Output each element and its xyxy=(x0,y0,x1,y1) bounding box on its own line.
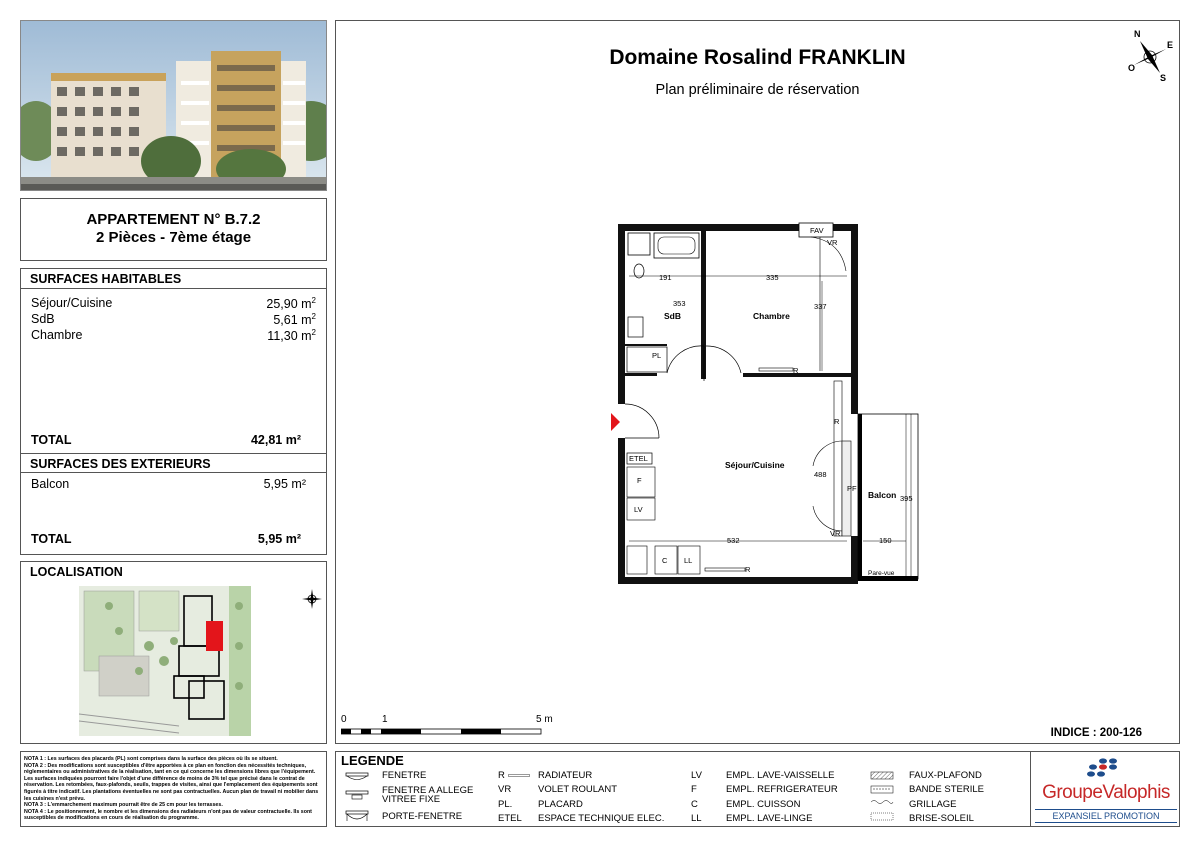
legend-item: PLACARD xyxy=(538,799,583,810)
indice-label: INDICE : 200-126 xyxy=(1050,727,1142,739)
svg-text:395: 395 xyxy=(900,494,913,503)
habitable-total xyxy=(31,433,301,447)
localisation-title: LOCALISATION xyxy=(30,565,123,579)
scale-one: 1 xyxy=(382,714,388,725)
svg-text:F: F xyxy=(637,476,642,485)
surface-value: 11,30 $m^2$ xyxy=(267,328,316,344)
radiator-symbol xyxy=(508,774,530,777)
svg-text:PF: PF xyxy=(847,484,857,493)
compass-small-icon xyxy=(301,588,323,610)
legend-item: EMPL. LAVE-LINGE xyxy=(726,813,813,824)
svg-text:R: R xyxy=(793,366,799,375)
brand-logo xyxy=(1030,752,1180,827)
localisation-panel xyxy=(20,561,327,744)
building-photo xyxy=(20,20,327,191)
legend-item: EMPL. REFRIGERATEUR xyxy=(726,784,838,795)
svg-text:Chambre: Chambre xyxy=(753,311,790,321)
surface-row xyxy=(31,296,316,311)
plan-title: Domaine Rosalind FRANKLIN xyxy=(609,46,906,69)
svg-text:PL: PL xyxy=(652,351,662,360)
legend-item: PORTE-FENETRE xyxy=(382,811,463,822)
site-plan-map xyxy=(79,586,279,741)
svg-text:FAV: FAV xyxy=(810,226,824,235)
svg-text:E: E xyxy=(1167,40,1174,50)
legend-item: ESPACE TECHNIQUE ELEC. xyxy=(538,813,665,824)
svg-text:353: 353 xyxy=(673,299,686,308)
svg-text:532: 532 xyxy=(727,536,740,545)
legend-code: VR xyxy=(498,784,512,795)
note: NOTA 4 : Le positionnement, le nombre et les dimensions des radiateurs n'ont pas de valeur contractuelle. Ils sont susceptibles de modifications en cours de réalisation du programme. xyxy=(24,808,312,822)
surface-value: 5,95 m² xyxy=(263,477,306,491)
legend-panel xyxy=(335,751,1180,827)
legend-item: FAUX-PLAFOND xyxy=(909,770,982,781)
svg-text:150: 150 xyxy=(879,536,892,545)
note: NOTA 1 : Les surfaces des placards (PL) sont comprises dans la surface des pièces où ils se situent. xyxy=(24,756,278,762)
scale-five: 5 m xyxy=(536,714,553,725)
note: NOTA 3 : L'emmarchement maximum pourrait être de 25 cm pour les terrasses. xyxy=(24,802,223,809)
surface-row xyxy=(31,328,316,343)
legend-item: FENETRE A ALLEGE VITREE FIXE xyxy=(382,785,474,805)
apartment-highlight xyxy=(206,621,223,651)
legend-item: RADIATEUR xyxy=(538,770,593,781)
surface-label: Chambre xyxy=(31,328,83,342)
surface-value: 25,90 $m^2$ xyxy=(266,296,316,312)
apartment-subtitle: 2 Pièces - 7ème étage xyxy=(95,229,252,246)
svg-text:N: N xyxy=(1134,29,1141,39)
legend-item: VOLET ROULANT xyxy=(538,784,618,795)
svg-text:191: 191 xyxy=(659,273,672,282)
exterior-total xyxy=(31,532,301,546)
svg-text:Balcon: Balcon xyxy=(868,490,897,500)
scale-bar xyxy=(341,727,546,737)
legend-code: PL. xyxy=(498,799,513,810)
svg-text:R: R xyxy=(834,417,840,426)
total-label: TOTAL xyxy=(31,532,72,546)
legend-code: F xyxy=(691,784,697,795)
legend-item: GRILLAGE xyxy=(909,799,957,810)
svg-text:VR: VR xyxy=(830,529,841,538)
legend-code: ETEL xyxy=(498,813,522,824)
apartment-title: APPARTEMENT N° B.7.2 xyxy=(86,211,261,228)
svg-text:Pare-vue: Pare-vue xyxy=(868,570,895,577)
svg-text:R: R xyxy=(745,565,751,574)
surface-label: SdB xyxy=(31,312,55,326)
surface-label: Balcon xyxy=(31,477,70,491)
svg-text:LL: LL xyxy=(684,556,693,565)
legend-code: R xyxy=(498,770,505,781)
legend-window-symbols xyxy=(344,769,374,824)
floor-plan-drawing xyxy=(336,21,1181,745)
svg-text:O: O xyxy=(1128,63,1136,73)
total-value: 5,95 m² xyxy=(257,532,301,546)
svg-text:S: S xyxy=(1160,73,1167,82)
legend-title: LEGENDE xyxy=(341,753,404,768)
floor-plan-panel xyxy=(335,20,1180,744)
surface-label: Séjour/Cuisine xyxy=(31,296,113,310)
surfaces-habitables-title: SURFACES HABITABLES xyxy=(21,269,326,289)
surface-value: 5,61 $m^2$ xyxy=(273,312,316,328)
surfaces-panel xyxy=(20,268,327,555)
svg-text:337: 337 xyxy=(814,302,827,311)
total-label: TOTAL xyxy=(31,433,72,447)
total-value: 42,81 m² xyxy=(250,433,301,447)
legend-item: EMPL. LAVE-VAISSELLE xyxy=(726,770,835,781)
svg-text:Séjour/Cuisine: Séjour/Cuisine xyxy=(725,460,785,470)
svg-text:488: 488 xyxy=(814,470,827,479)
legend-code: LL xyxy=(691,813,702,824)
svg-text:C: C xyxy=(662,556,668,565)
svg-text:335: 335 xyxy=(766,273,779,282)
legend-item: EMPL. CUISSON xyxy=(726,799,801,810)
note: NOTA 2 : Des modifications sont susceptibles d'être apportées à ce plan en fonction des nécessités techniques, réglementaires ou administratives de la réalisation, tant en ce qui concerne les dimensions libres que l'équipement. Les surfaces indiquées pourront faire l'objet d'une différence de moins de 3% tel que précisé dans le contrat de réservation. Les retombées, faux-plafonds, seuils, trappes de visites, ainsi que l'emplacement des équipements sont figurés à titre indicatif. Les plantations éventuelles ne sont pas contractuelles. Aucun plan de travail ni mobilier dans les cuisines n'est prévu. xyxy=(24,762,319,802)
legend-code: C xyxy=(691,799,698,810)
apartment-header xyxy=(20,198,327,261)
svg-text:VR: VR xyxy=(827,238,838,247)
logo-brand: GroupeValophis xyxy=(1042,782,1170,803)
svg-text:SdB: SdB xyxy=(664,311,681,321)
surface-row xyxy=(31,477,316,491)
svg-text:LV: LV xyxy=(634,505,643,514)
notes-panel xyxy=(20,751,327,827)
legend-hatch-symbols xyxy=(869,769,899,825)
surface-row xyxy=(31,312,316,327)
svg-text:ETEL: ETEL xyxy=(629,454,648,463)
legend-item: BANDE STERILE xyxy=(909,784,984,795)
logo-tagline: EXPANSIEL PROMOTION xyxy=(1035,809,1177,823)
entry-arrow-icon xyxy=(611,413,620,431)
surfaces-exterieurs-title: SURFACES DES EXTERIEURS xyxy=(21,453,326,473)
scale-zero: 0 xyxy=(341,714,347,725)
legend-code: LV xyxy=(691,770,702,781)
legend-item: BRISE-SOLEIL xyxy=(909,813,974,824)
plan-subtitle: Plan préliminaire de réservation xyxy=(655,82,860,98)
logo-dots-icon xyxy=(1083,757,1123,781)
legend-item: FENETRE xyxy=(382,770,427,781)
